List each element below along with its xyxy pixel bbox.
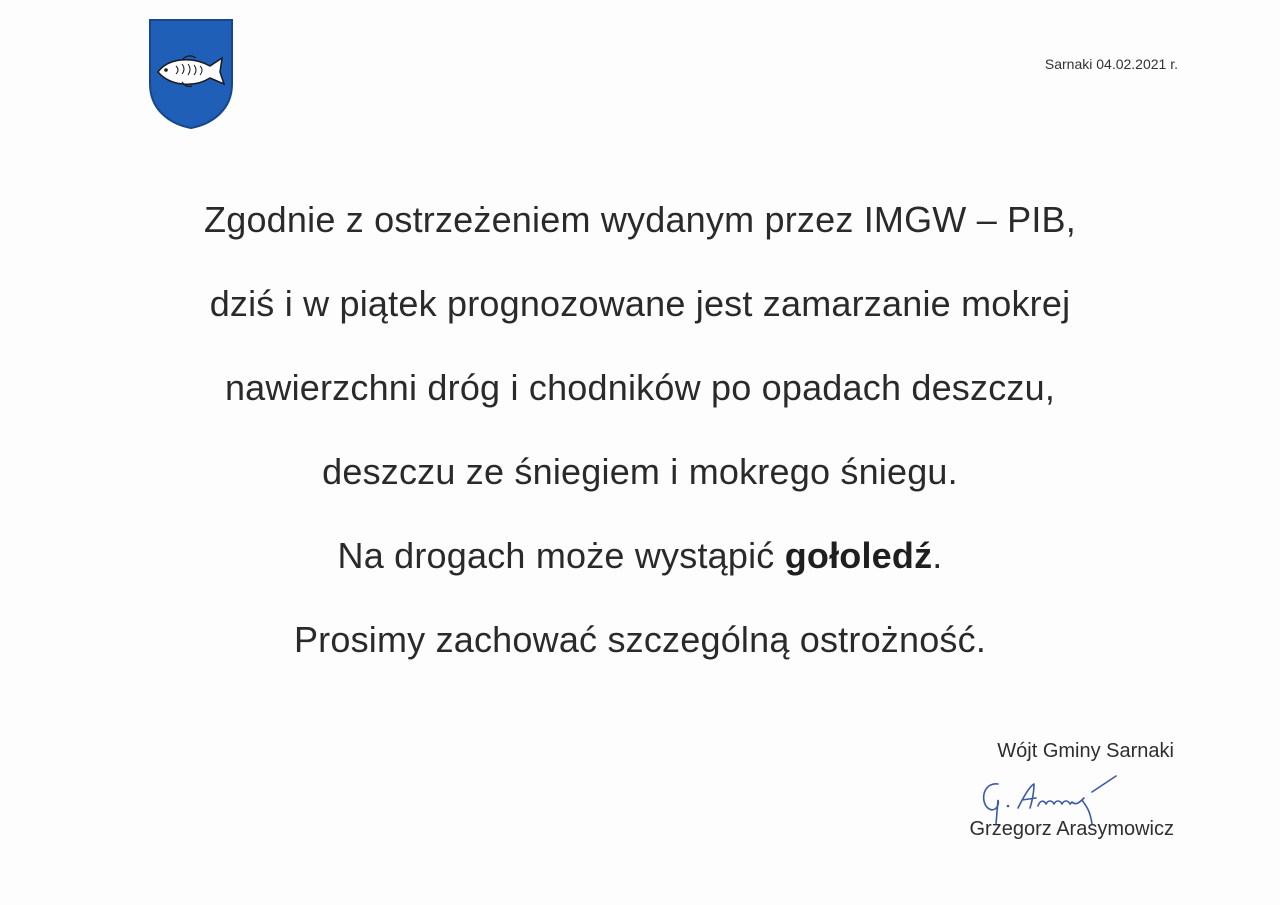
announcement-line-6: Prosimy zachować szczególną ostrożność.: [293, 619, 987, 660]
signatory-title: Wójt Gminy Sarnaki: [997, 740, 1174, 762]
fish-crest-icon: [148, 18, 234, 130]
announcement-line-1: Zgodnie z ostrzeżeniem wydanym przez IMGW – PIB,: [204, 199, 1076, 240]
announcement-line-5-prefix: Na drogach może wystąpić: [337, 535, 785, 576]
announcement-line-5: [0, 514, 1280, 598]
document-date: Sarnaki 04.02.2021 r.: [1044, 56, 1178, 72]
signature-block: [914, 736, 1174, 840]
announcement-line-3: nawierzchni dróg i chodników po opadach deszczu,: [224, 367, 1056, 408]
signatory-name: Grzegorz Arasymowicz: [969, 818, 1174, 840]
announcement-line-4: deszczu ze śniegiem i mokrego śniegu.: [322, 451, 958, 492]
announcement-line-5-suffix: .: [932, 535, 943, 576]
announcement-line-2: dziś i w piątek prognozowane jest zamarzanie mokrej: [209, 283, 1071, 324]
announcement-body: [0, 178, 1280, 682]
announcement-emphasis: gołoledź: [784, 535, 933, 576]
